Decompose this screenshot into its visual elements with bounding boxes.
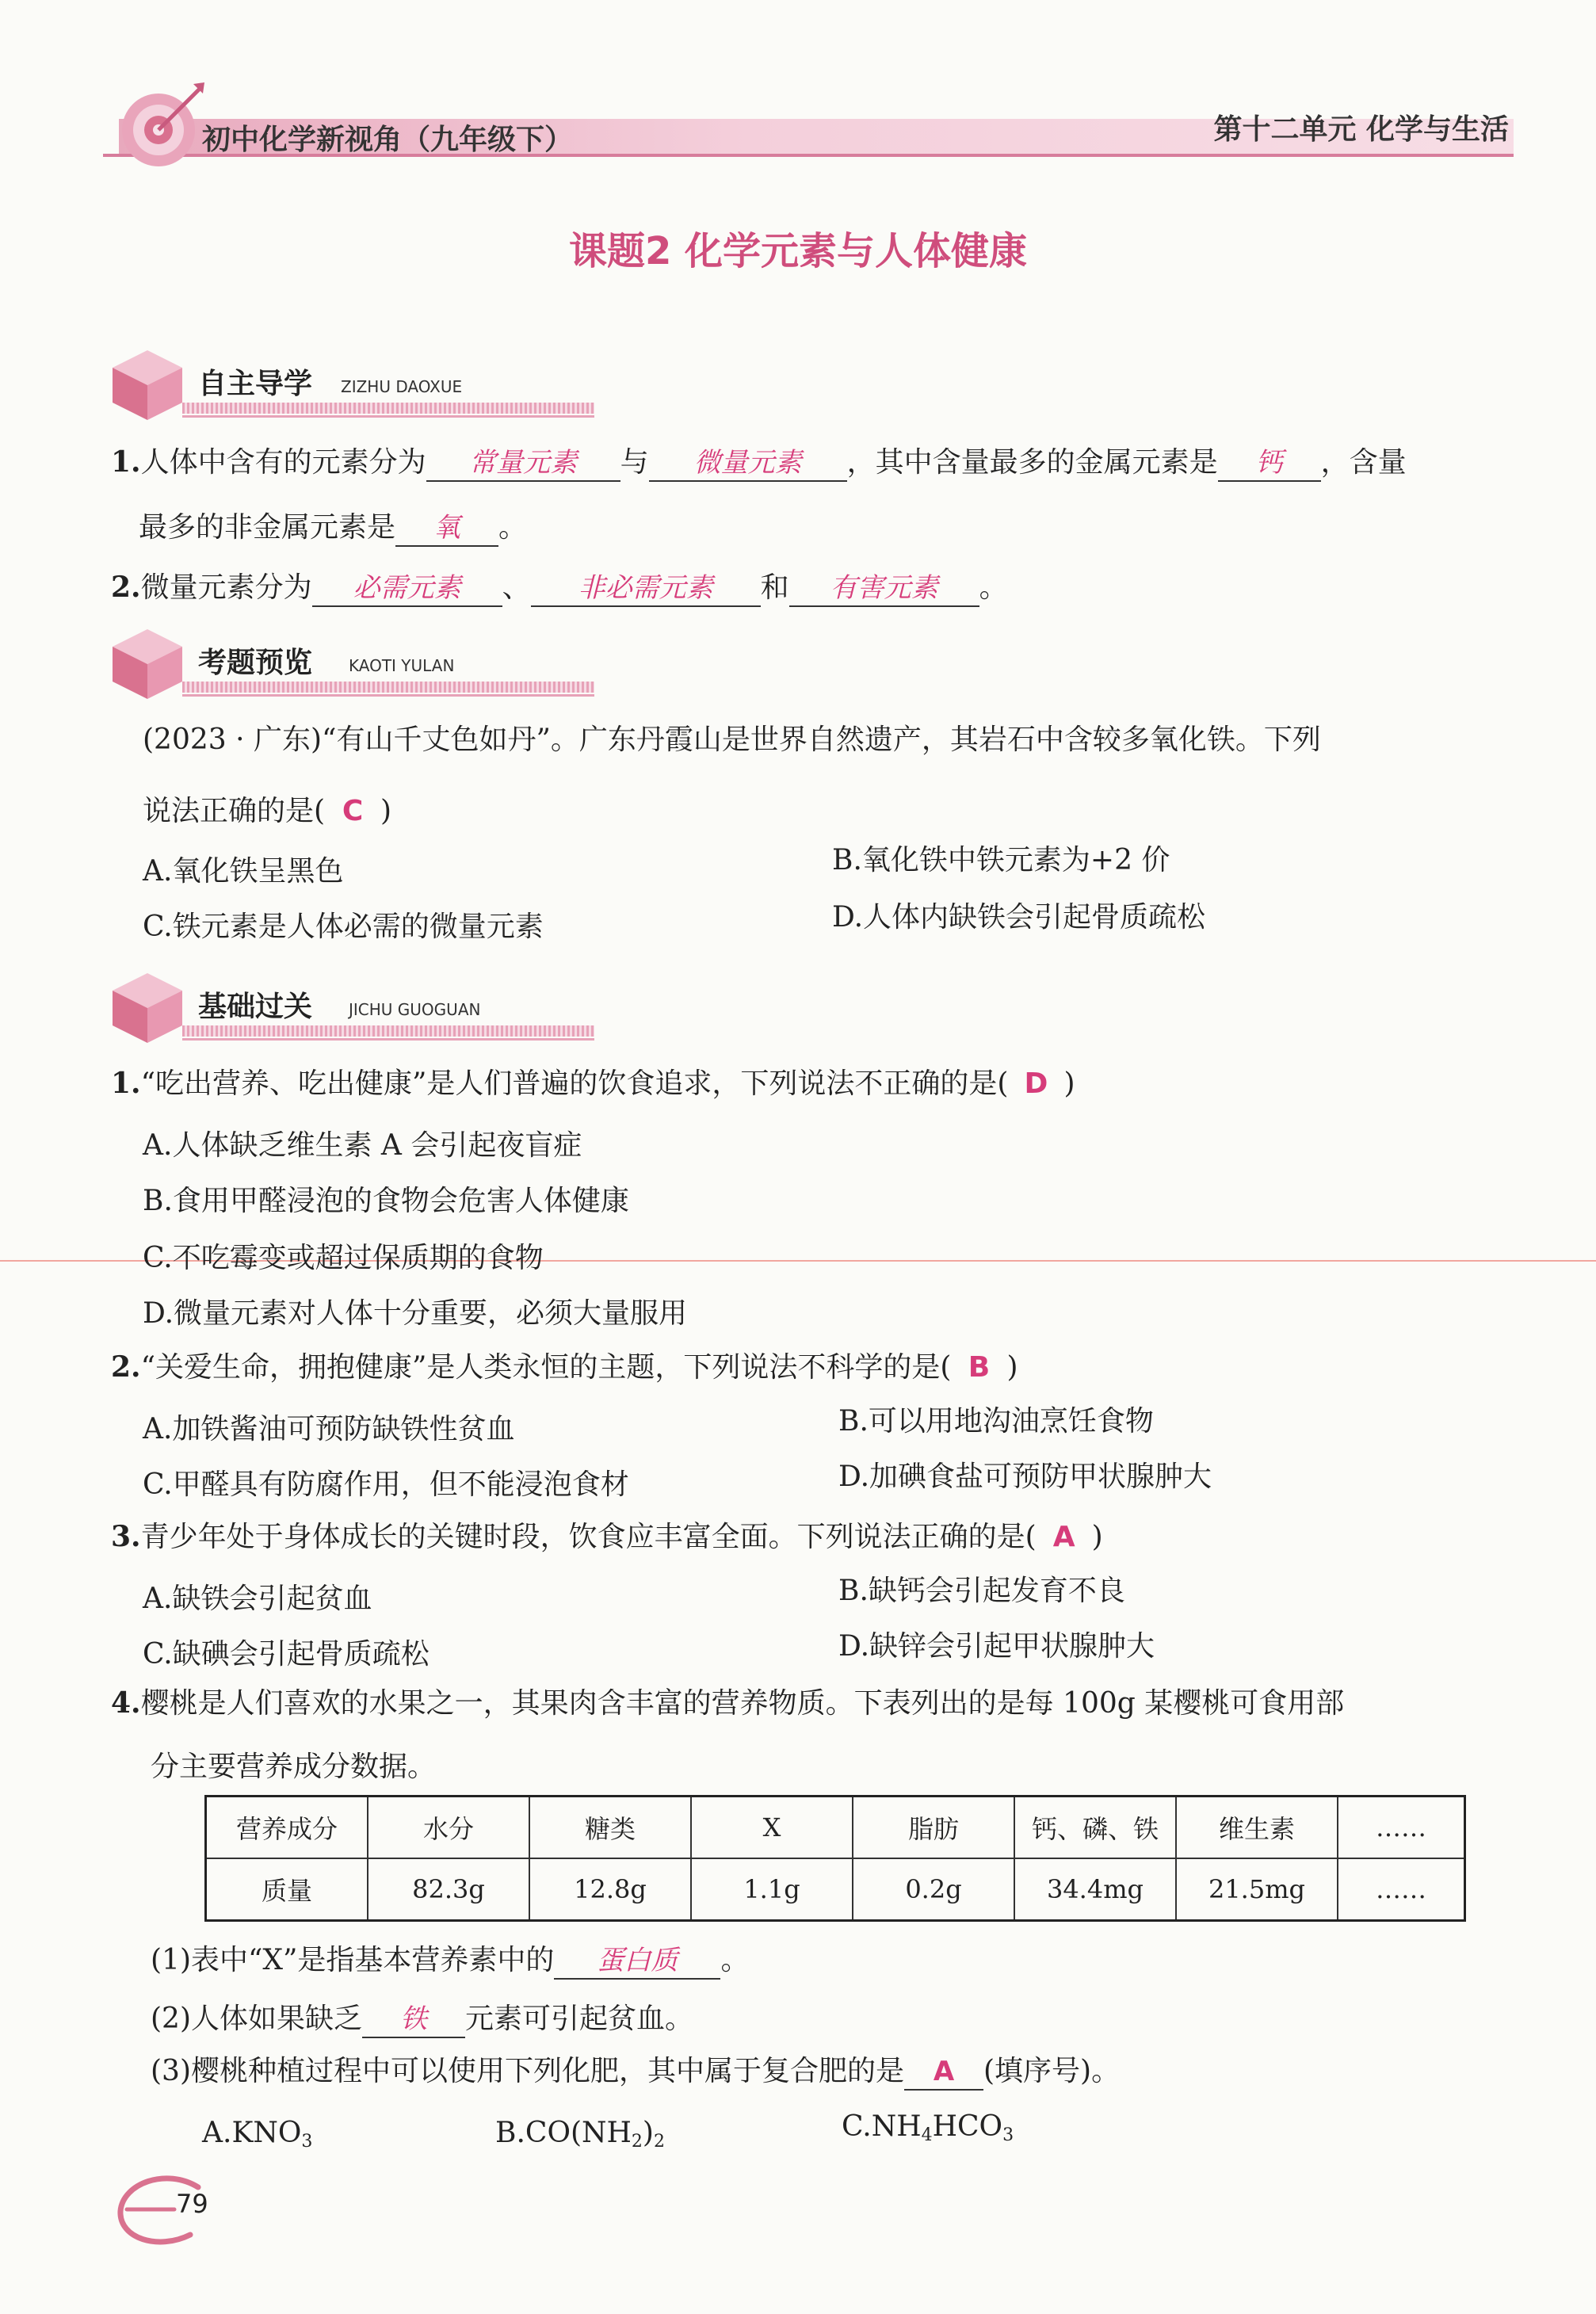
option-d: D.缺锌会引起甲状腺肿大 [838,1630,1155,1663]
target-icon [111,79,206,174]
preview-question-stem-cont: 说法正确的是( C ) [143,795,392,827]
section-header-basic [103,970,547,1049]
table-cell: 脂肪 [853,1797,1014,1859]
option-b: B.食用甲醛浸泡的食物会危害人体健康 [143,1185,629,1217]
option-a: A.人体缺乏维生素 A 会引起夜盲症 [143,1129,582,1162]
option-c: C.甲醛具有防腐作用，但不能浸泡食材 [143,1468,629,1501]
option-d: D.加碘食盐可预防甲状腺肿大 [838,1461,1212,1493]
answer-blank[interactable]: 铁 [362,2002,465,2038]
answer-blank[interactable]: 非必需元素 [531,571,761,607]
guide-question-1: 1.人体中含有的元素分为 常量元素 与 微量元素 ，其中含量最多的金属元素是 钙 ，含量 [111,445,1407,482]
basic-question-4-cont: 分主要营养成分数据。 [151,1751,437,1783]
subquestion-3: (3)樱桃种植过程中可以使用下列化肥，其中属于复合肥的是 A (填序号)。 [151,2054,1120,2091]
table-cell: 营养成分 [206,1797,368,1859]
cube-icon [108,626,187,702]
answer-blank[interactable]: 常量元素 [426,445,620,482]
table-row [206,1858,1465,1921]
table-cell: 1.1g [691,1858,853,1921]
answer-blank[interactable]: A [904,2054,983,2091]
section-header-guide [103,347,547,426]
basic-question-1: 1.“吃出营养、吃出健康”是人们普遍的饮食追求，下列说法不正确的是( D ) [111,1067,1075,1100]
option-a: A.加铁酱油可预防缺铁性贫血 [143,1413,515,1445]
book-title: 初中化学新视角（九年级下） [202,124,574,156]
nutrition-table [204,1795,1466,1922]
page-number: 79 [176,2189,208,2219]
table-cell: 钙、磷、铁 [1014,1797,1176,1859]
option-c: C.铁元素是人体必需的微量元素 [143,911,544,943]
answer-blank[interactable]: 有害元素 [789,571,979,607]
answer-choice[interactable]: A [1052,1521,1075,1553]
cube-icon [108,347,187,423]
section-pinyin: ZIZHU DAOXUE [341,377,463,396]
subquestion-2: (2)人体如果缺乏 铁 元素可引起贫血。 [151,2002,693,2038]
basic-question-2: 2.“关爱生命，拥抱健康”是人类永恒的主题，下列说法不科学的是( B ) [111,1350,1018,1384]
cube-icon [108,970,187,1046]
section-pinyin: KAOTI YULAN [349,656,455,675]
answer-blank[interactable]: 氧 [395,510,498,547]
page-title: 课题2 化学元素与人体健康 [568,229,1028,273]
fertilizer-option-a: $A.KNO_3$ [202,2117,313,2152]
fertilizer-option-c: $C.NH_4HCO_3$ [842,2110,1014,2145]
answer-blank[interactable]: 钙 [1218,445,1321,482]
guide-question-2: 2.微量元素分为 必需元素 、 非必需元素 和 有害元素 。 [111,571,1008,607]
section-pinyin: JICHU GUOGUAN [349,1000,481,1019]
option-d: D.人体内缺铁会引起骨质疏松 [832,901,1206,934]
option-c: C.缺碘会引起骨质疏松 [143,1638,430,1671]
table-cell: 0.2g [853,1858,1014,1921]
option-d: D.微量元素对人体十分重要，必须大量服用 [143,1297,688,1330]
section-title: 考题预览 [198,647,313,679]
table-cell: 82.3g [368,1858,529,1921]
option-a: A.缺铁会引起贫血 [143,1583,372,1615]
answer-choice[interactable]: B [968,1351,991,1384]
preview-question-stem: (2023 · 广东)“有山千丈色如丹”。广东丹霞山是世界自然遗产，其岩石中含较多氧化铁。下列 [143,724,1321,756]
answer-choice[interactable]: D [1024,1067,1048,1100]
table-cell: …… [1338,1797,1465,1859]
option-a: A.氧化铁呈黑色 [143,855,344,888]
fertilizer-option-b: $B.CO(NH_2)_2$ [495,2117,665,2152]
unit-title: 第十二单元 化学与生活 [1213,113,1509,146]
table-cell: 质量 [206,1858,368,1921]
answer-blank[interactable]: 蛋白质 [554,1943,720,1980]
table-cell: 糖类 [529,1797,691,1859]
table-header-row [206,1797,1465,1859]
answer-blank[interactable]: 微量元素 [649,445,847,482]
table-cell: 34.4mg [1014,1858,1176,1921]
guide-question-1-cont: 最多的非金属元素是 氧 。 [139,510,527,547]
subquestion-1: (1)表中“X”是指基本营养素中的 蛋白质 。 [151,1943,749,1980]
answer-blank[interactable]: 必需元素 [312,571,502,607]
option-c: C.不吃霉变或超过保质期的食物 [143,1242,544,1274]
section-header-preview [103,626,547,705]
answer-choice[interactable]: C [342,795,364,827]
option-b: B.缺钙会引起发育不良 [838,1575,1125,1607]
basic-question-3: 3.青少年处于身体成长的关键时段，饮食应丰富全面。下列说法正确的是( A ) [111,1520,1103,1553]
table-cell: …… [1338,1858,1465,1921]
section-title: 基础过关 [198,991,313,1023]
table-cell: X [691,1797,853,1859]
basic-question-4: 4.樱桃是人们喜欢的水果之一，其果肉含丰富的营养物质。下表列出的是每 100g 某樱桃可食用部 [111,1686,1345,1720]
table-cell: 21.5mg [1176,1858,1338,1921]
option-b: B.氧化铁中铁元素为+2 价 [832,844,1170,876]
table-cell: 水分 [368,1797,529,1859]
table-cell: 12.8g [529,1858,691,1921]
table-cell: 维生素 [1176,1797,1338,1859]
option-b: B.可以用地沟油烹饪食物 [838,1405,1154,1438]
section-title: 自主导学 [198,368,313,400]
